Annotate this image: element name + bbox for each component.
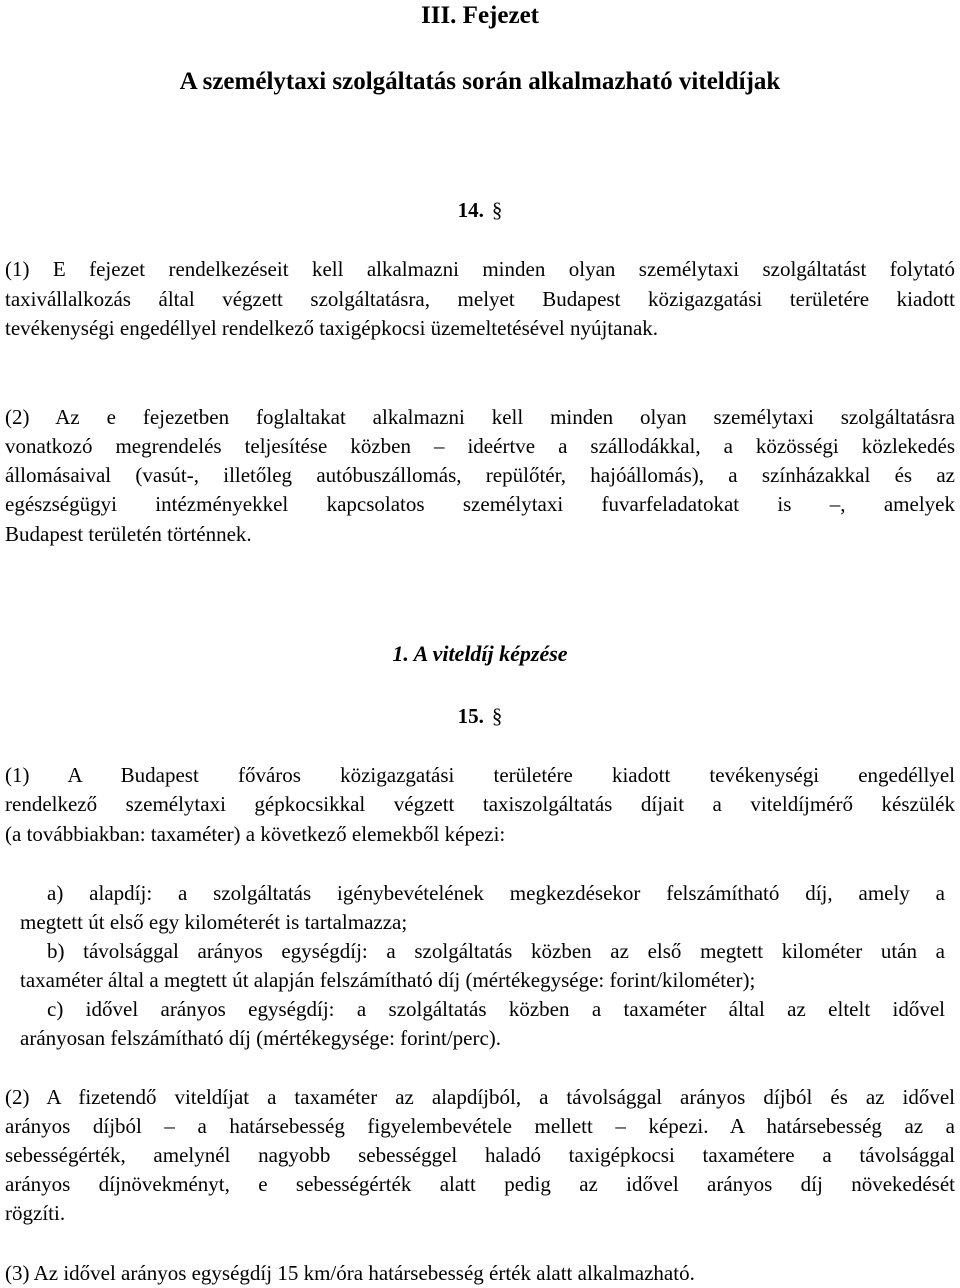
list-item-line: megtett út első egy kilométerét is tartalmazza; [20, 910, 408, 934]
paragraph-line: tevékenységi engedéllyel rendelkező taxigépkocsi üzemeltetésével nyújtanak. [5, 316, 659, 340]
paragraph-line: arányos díjból – a határsebesség figyelembevétele mellett – képezi. A határsebesség az a [5, 1114, 955, 1138]
list-item-line: c) idővel arányos egységdíj: a szolgáltatás közben a taxaméter által az eltelt idővel [47, 997, 945, 1021]
paragraph-line: egészségügyi intézményekkel kapcsolatos személytaxi fuvarfeladatokat is –, amelyek [5, 492, 955, 516]
list-item-line: a) alapdíj: a szolgáltatás igénybevételének megkezdésekor felszámítható díj, amely a [47, 881, 945, 905]
paragraph-line: vonatkozó megrendelés teljesítése közben – ideértve a szállodákkal, a közösségi közlekedés [5, 434, 955, 458]
paragraph-line: rendelkező személytaxi gépkocsikkal végzett taxiszolgáltatás díjait a viteldíjmérő készülék [5, 792, 955, 816]
paragraph-line: Budapest területén történnek. [5, 522, 252, 546]
paragraph-line: sebességérték, amelynél nagyobb sebességgel haladó taxigépkocsi taxamétere a távolsággal [5, 1143, 955, 1167]
list-item-line: b) távolsággal arányos egységdíj: a szolgáltatás közben az első megtett kilométer után a [47, 939, 945, 963]
section-sign: § [491, 198, 503, 222]
paragraph-line: állomásaival (vasút-, illetőleg autóbuszállomás, repülőtér, hajóállomás), a színházakkal és az [5, 463, 955, 487]
paragraph-line: (2) Az e fejezetben foglaltakat alkalmazni kell minden olyan személytaxi szolgáltatásra [5, 405, 955, 429]
section-14-heading [0, 196, 960, 224]
paragraph-line: (2) A fizetendő viteldíjat a taxaméter az alapdíjból, a távolsággal arányos díjból és az idővel [5, 1085, 955, 1109]
subheading-fare-calculation: 1. A viteldíj képzése [392, 641, 568, 666]
list-item-line: taxaméter által a megtett út alapján felszámítható díj (mértékegysége: forint/kilométer); [20, 968, 756, 992]
chapter-number: III. Fejezet [421, 2, 539, 29]
paragraph-line: (1) A Budapest főváros közigazgatási területére kiadott tevékenységi engedéllyel [5, 763, 955, 787]
paragraph-line: taxivállalkozás által végzett szolgáltatásra, melyet Budapest közigazgatási területére kiadott [5, 287, 955, 311]
paragraph-line: (1) E fejezet rendelkezéseit kell alkalmazni minden olyan személytaxi szolgáltatást folytató [5, 257, 955, 281]
section-15-number: 15. [457, 704, 484, 728]
section-14-number: 14. [457, 198, 484, 222]
paragraph-line: (3) Az idővel arányos egységdíj 15 km/óra határsebesség érték alatt alkalmazható. [5, 1261, 695, 1285]
section-15-heading [0, 702, 960, 730]
section-sign: § [491, 704, 503, 728]
paragraph-line: rögzíti. [5, 1201, 66, 1225]
paragraph-line: (a továbbiakban: taxaméter) a következő elemekből képezi: [5, 822, 506, 846]
list-item-line: arányosan felszámítható díj (mértékegysége: forint/perc). [20, 1026, 502, 1050]
paragraph-line: arányos díjnövekményt, e sebességérték alatt pedig az idővel arányos díj növekedését [5, 1172, 955, 1196]
chapter-title: A személytaxi szolgáltatás során alkalmazható viteldíjak [179, 68, 781, 95]
